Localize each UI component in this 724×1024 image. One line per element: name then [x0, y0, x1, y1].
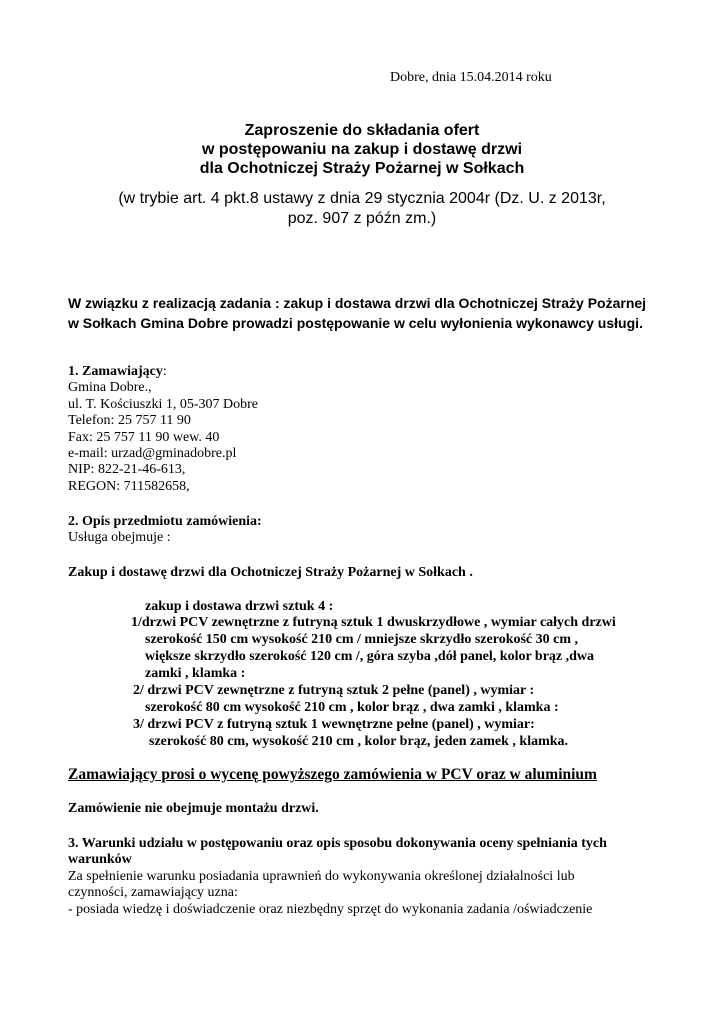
item-2-line: 2/ drzwi PCV zewnętrzne z futryną sztuk 2 pełne (panel) , wymiar : [133, 683, 535, 698]
item-1 [131, 614, 616, 682]
section-1-heading: 1. Zamawiający [68, 364, 163, 379]
intro-paragraph: W związku z realizacją zadania : zakup i dostawa drzwi dla Ochotniczej Straży Pożarnej w Sołkach Gmina Dobre prowadzi postępowanie w celu wyłonienia wykonawcy usługi. [68, 295, 647, 331]
document-title [0, 121, 724, 178]
section-1-heading-suffix: : [162, 364, 167, 379]
title-line-2: w postępowaniu na zakup i dostawę drzwi [201, 141, 523, 158]
legal-basis-line-1: (w trybie art. 4 pkt.8 ustawy z dnia 29 stycznia 2004r (Dz. U. z 2013r, [118, 190, 606, 207]
section-3 [68, 836, 607, 918]
item-2 [133, 682, 559, 716]
pricing-note: Zamawiający prosi o wycenę powyższego zamówienia w PCV oraz w aluminium [68, 766, 597, 783]
section-1-heading-line [68, 364, 258, 380]
subject-line: Zakup i dostawę drzwi dla Ochotniczej Straży Pożarnej w Sołkach . [68, 565, 473, 580]
section-2-header [68, 514, 262, 547]
item-1-line: zamki , klamka : [145, 666, 246, 681]
date-line: Dobre, dnia 15.04.2014 roku [390, 70, 552, 85]
contact-line: e-mail: urzad@gminadobre.pl [68, 446, 237, 462]
section-3-body-line: - posiada wiedzę i doświadczenie oraz niezbędny sprzęt do wykonania zadania /oświadczenie [68, 901, 593, 917]
item-1-line: 1/drzwi PCV zewnętrzne z futryną sztuk 1 dwuskrzydłowe , wymiar całych drzwi [131, 615, 616, 630]
item-1-line: szerokość 150 cm wysokość 210 cm / mniejsze skrzydło szerokość 30 cm , [145, 632, 579, 647]
contact-line: NIP: 822-21-46-613, [68, 462, 186, 478]
contact-line: ul. T. Kościuszki 1, 05-307 Dobre [68, 396, 259, 412]
item-3-line: szerokość 80 cm, wysokość 210 cm , kolor brąz, jeden zamek , klamka. [149, 734, 569, 749]
section-2-heading: 2. Opis przedmiotu zamówienia: [68, 514, 262, 529]
item-3 [133, 716, 568, 750]
contact-line: Telefon: 25 757 11 90 [68, 413, 191, 429]
item-2-line: szerokość 80 cm wysokość 210 cm , kolor brąz , dwa zamki , klamka : [145, 700, 559, 715]
item-1-line: większe skrzydło szerokość 120 cm /, góra szyba ,dół panel, kolor brąz ,dwa [145, 649, 595, 664]
title-line-1: Zaproszenie do składania ofert [244, 122, 480, 139]
section-3-heading-line: warunków [68, 852, 132, 868]
contact-line: Gmina Dobre., [68, 380, 152, 396]
items-intro: zakup i dostawa drzwi sztuk 4 : [145, 599, 334, 614]
section-1 [68, 364, 258, 495]
legal-basis-line-2: poz. 907 z późn zm.) [287, 210, 437, 227]
scope-line: Usługa obejmuje : [68, 530, 171, 546]
item-3-line: 3/ drzwi PCV z futryną sztuk 1 wewnętrzne pełne (panel) , wymiar: [133, 717, 535, 732]
installation-note: Zamówienie nie obejmuje montażu drzwi. [68, 801, 319, 816]
section-3-body-line: Za spełnienie warunku posiadania uprawnień do wykonywania określonej działalności lub [68, 868, 575, 884]
legal-basis [0, 189, 724, 229]
section-3-heading-line: 3. Warunki udziału w postępowaniu oraz opis sposobu dokonywania oceny spełniania tych [68, 836, 607, 851]
contact-line: REGON: 711582658, [68, 478, 190, 494]
title-line-3: dla Ochotniczej Straży Pożarnej w Sołkach [199, 160, 525, 177]
section-3-body-line: czynności, zamawiający uzna: [68, 885, 238, 901]
contact-line: Fax: 25 757 11 90 wew. 40 [68, 429, 220, 445]
